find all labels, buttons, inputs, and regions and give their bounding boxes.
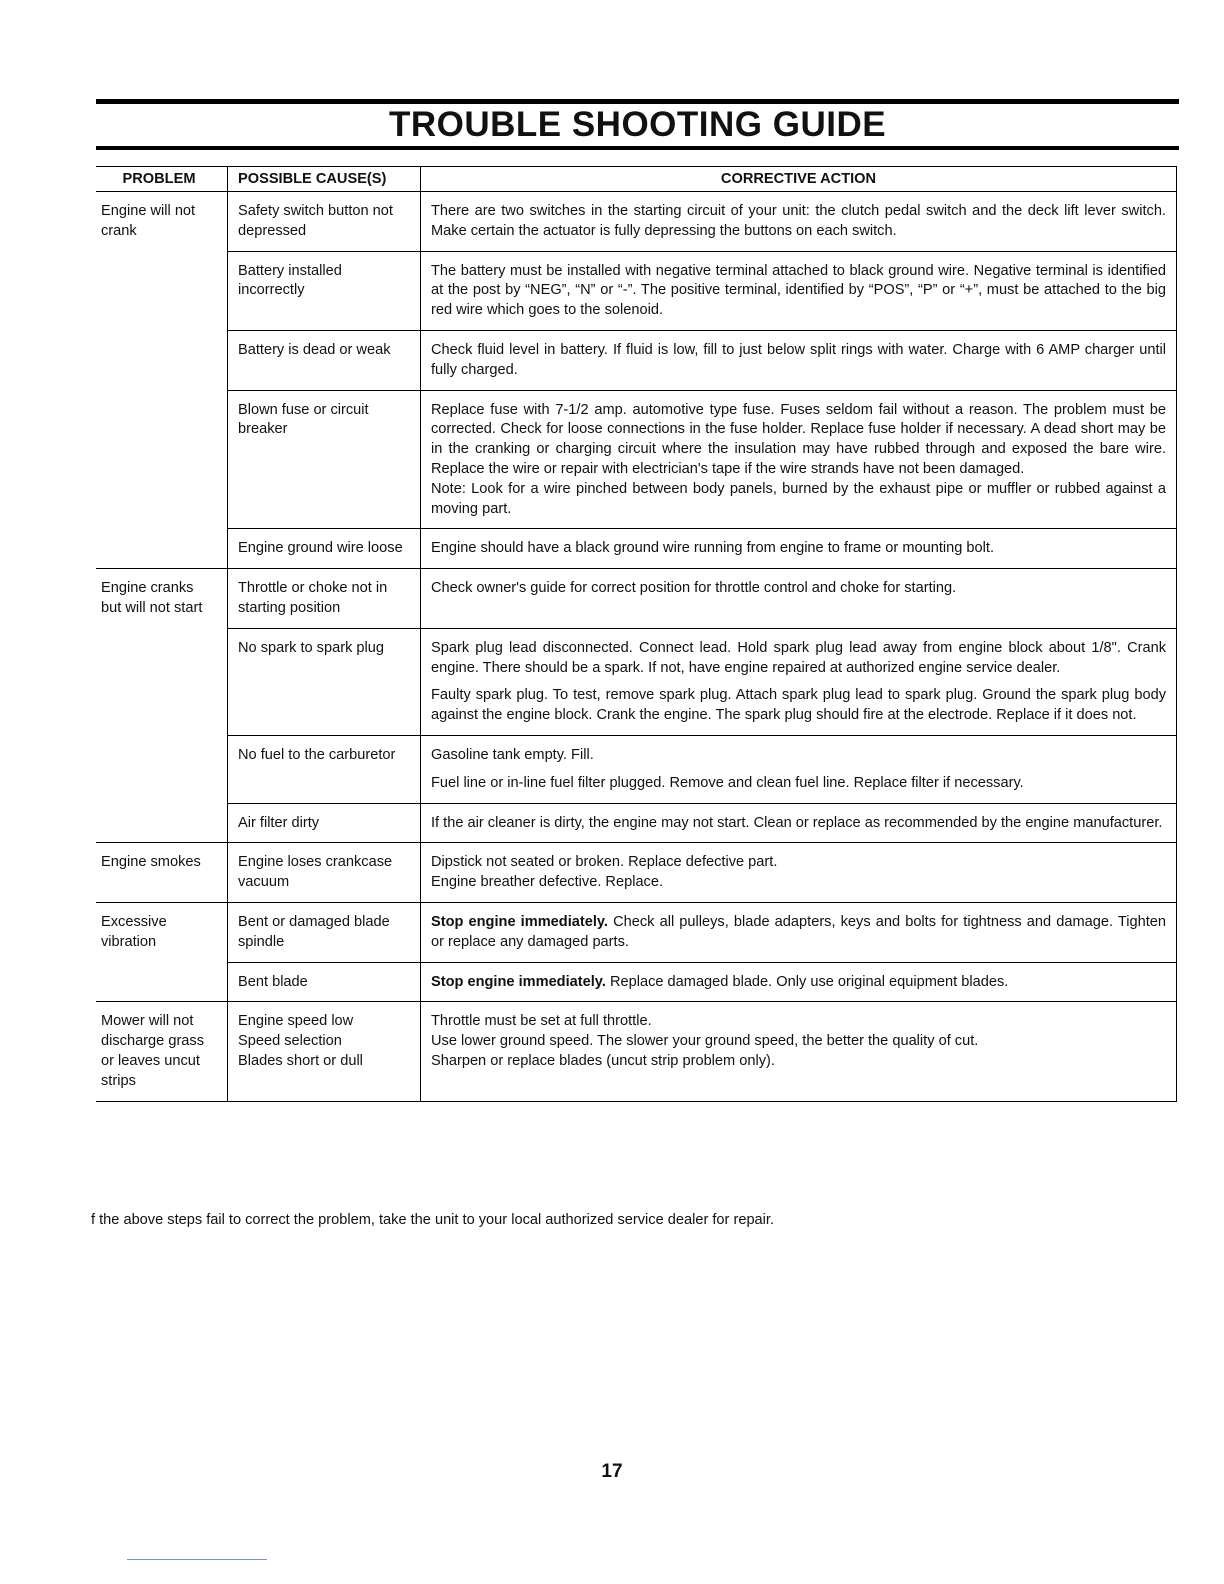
action-cell [421,902,1177,962]
table-body [96,192,1177,1102]
problem-cell: Excessive vibration [96,902,228,1001]
action-cell [421,330,1177,390]
action-text: Use lower ground speed. The slower your ground speed, the better the quality of cut. [431,1033,979,1050]
cause-cell: Blown fuse or circuit breaker [228,390,421,529]
header-problem: PROBLEM [96,167,228,192]
table-row [96,628,1177,735]
page-title: TROUBLE SHOOTING GUIDE [388,105,887,144]
action-text: Faulty spark plug. To test, remove spark plug. Attach spark plug lead to spark plug. Ground the spark plug body against the engine block. Crank the engine. The spark plug should fire at the electrode. Replace if it does not. [431,687,1166,724]
action-text: Engine should have a black ground wire running from engine to frame or mounting bolt. [431,540,995,557]
cause-line: Speed selection [238,1033,342,1050]
table-row [96,843,1177,903]
action-cell [421,843,1177,903]
table-row [96,962,1177,1002]
action-cell [421,803,1177,843]
action-text: Check all pulleys, blade adapters, keys and bolts for tightness and damage. Tighten or replace any damaged parts. [431,913,1167,950]
table-row [96,390,1177,529]
action-text: Note: Look for a wire pinched between body panels, burned by the exhaust pipe or muffler or rubbed against a moving part. [431,480,1166,517]
action-text: Replace fuse with 7-1/2 amp. automotive type fuse. Fuses seldom fail without a reason. The problem must be corrected. Check for loose connections in the fuse holder. Replace fuse holder if necessary. A dead short may be in the cranking or charging circuit where the insulation may have rubbed through and exposed the bare wire. Replace the wire or repair with electrician's tape if the wire strands have not been damaged. [431,401,1166,477]
action-text: Fuel line or in-line fuel filter plugged. Remove and clean fuel line. Replace filter if necessary. [431,774,1024,791]
bottom-decorative-line [127,1559,267,1560]
action-cell [421,251,1177,330]
footer-note: f the above steps fail to correct the problem, take the unit to your local authorized service dealer for repair. [91,1212,775,1228]
table-row [96,192,1177,252]
header-cause: POSSIBLE CAUSE(S) [228,167,421,192]
problem-cell: Engine will not crank [96,192,228,569]
action-text: Throttle must be set at full throttle. [431,1013,652,1030]
action-text: Engine breather defective. Replace. [431,874,664,891]
action-text: Replace damaged blade. Only use original equipment blades. [609,973,1009,990]
cause-cell: No spark to spark plug [228,628,421,735]
action-warning: Stop engine immediately. [431,913,608,930]
action-cell [421,628,1177,735]
action-text: Spark plug lead disconnected. Connect lead. Hold spark plug lead away from engine block about 1/8". Crank engine. There should be a spark. If not, have engine repaired at authorized engine service dealer. [431,639,1166,676]
cause-cell: Battery is dead or weak [228,330,421,390]
action-text: Check owner's guide for correct position for throttle control and choke for starting. [431,580,957,597]
action-cell [421,529,1177,569]
cause-cell: Engine ground wire loose [228,529,421,569]
action-cell [421,390,1177,529]
table-row [96,330,1177,390]
action-text: The battery must be installed with negative terminal attached to black ground wire. Negative terminal is identified at the post by “NEG”, “N” or “-”. The positive terminal, identified by “POS”, “P” or “+”, must be attached to the big red wire which goes to the solenoid. [431,262,1166,319]
action-warning: Stop engine immediately. [431,973,606,990]
cause-cell: Bent blade [228,962,421,1002]
page-number: 17 [601,1461,623,1482]
cause-cell: Engine loses crankcase vacuum [228,843,421,903]
cause-cell [228,1002,421,1101]
action-text: If the air cleaner is dirty, the engine may not start. Clean or replace as recommended by the engine manufacturer. [431,814,1163,831]
action-text: Dipstick not seated or broken. Replace defective part. [431,854,778,871]
table-row [96,569,1177,629]
problem-cell: Engine cranks but will not start [96,569,228,843]
action-cell [421,735,1177,803]
table-row [96,902,1177,962]
action-cell [421,192,1177,252]
cause-cell: No fuel to the carburetor [228,735,421,803]
cause-cell: Throttle or choke not in starting position [228,569,421,629]
title-rule [96,146,1179,150]
table-row [96,735,1177,803]
cause-cell: Safety switch button not depressed [228,192,421,252]
table-row [96,803,1177,843]
action-text: Sharpen or replace blades (uncut strip problem only). [431,1052,775,1069]
action-text: There are two switches in the starting circuit of your unit: the clutch pedal switch and the deck lift lever switch. Make certain the actuator is fully depressing the buttons on each switch. [431,203,1166,239]
header-action: CORRECTIVE ACTION [421,167,1177,192]
cause-line: Blades short or dull [238,1052,363,1069]
problem-cell: Mower will not discharge grass or leaves uncut strips [96,1002,228,1101]
cause-cell: Battery installed incorrectly [228,251,421,330]
troubleshooting-table-container [96,166,1179,1102]
action-text: Gasoline tank empty. Fill. [431,746,594,763]
action-cell [421,1002,1177,1101]
cause-line: Engine speed low [238,1013,354,1030]
cause-cell: Air filter dirty [228,803,421,843]
action-cell [421,962,1177,1002]
table-row [96,1002,1177,1101]
action-cell [421,569,1177,629]
table-row [96,251,1177,330]
troubleshooting-table [96,166,1177,1102]
cause-cell: Bent or damaged blade spindle [228,902,421,962]
table-row [96,529,1177,569]
problem-cell: Engine smokes [96,843,228,903]
action-text: Check fluid level in battery. If fluid is low, fill to just below split rings with water. Charge with 6 AMP charger until fully charged. [431,341,1166,378]
table-header-row [96,167,1177,192]
